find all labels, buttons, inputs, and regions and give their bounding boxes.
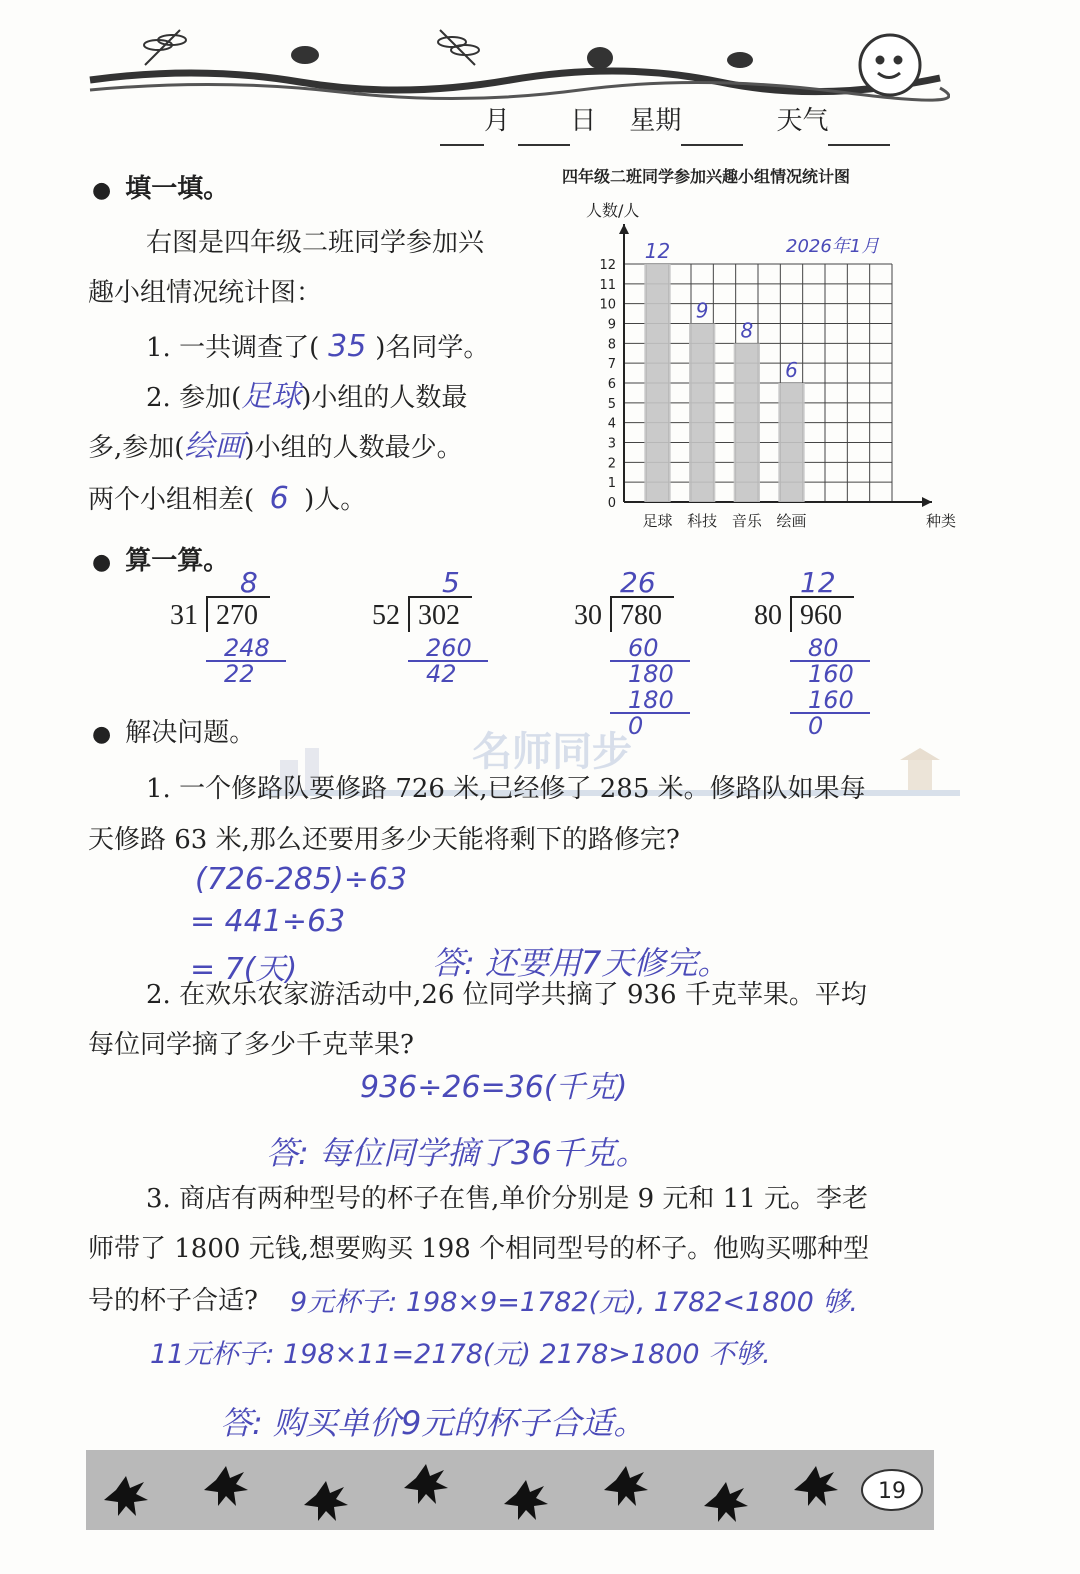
problem-3-line-2: 师带了 1800 元钱,想要购买 198 个相同型号的杯子。他购买哪种型 [88,1234,870,1264]
division-step[interactable]: 22 [224,660,255,688]
division-line [790,712,870,714]
chart-y-tick: 1 [607,476,616,492]
header-decoration [80,10,950,110]
chart-bar-足球 [644,264,670,502]
quotient[interactable]: 5 [442,566,460,599]
chart-y-axis-label: 人数/人 [586,201,640,220]
p3-answer[interactable]: 答: 购买单价9元的杯子合适。 [220,1404,646,1442]
division-step[interactable]: 160 [808,660,854,688]
division-step[interactable]: 0 [808,712,824,740]
divisor: 30 [574,600,602,631]
bee-icon [727,52,753,68]
q2-answer-c[interactable]: 6 [269,481,289,516]
q2-line3-prefix: 两个小组相差( [88,485,255,515]
q2-answer-a[interactable]: 足球 [241,379,302,414]
q1-answer[interactable]: 35 [328,329,367,364]
division-step[interactable]: 0 [628,712,644,740]
section-solve-title: ● 解决问题。 [92,712,255,749]
chart-value-label: 8 [740,318,754,343]
problem-1-line-2: 天修路 63 米,那么还要用多少天能将剩下的路修完? [88,825,680,855]
p3-work-1[interactable]: 9元杯子: 198×9=1782(元), 1782<1800 够. [290,1287,858,1318]
division-step[interactable]: 60 [628,634,659,662]
watermark-text: 名师同步 [472,729,632,775]
q2-line3-suffix: )人。 [304,485,367,515]
p1-work-2[interactable]: = 441÷63 [190,904,346,939]
sun-icon [860,35,920,95]
quotient[interactable]: 26 [620,566,656,599]
dividend: 302 [418,600,460,631]
division-step[interactable]: 248 [224,634,270,662]
question-2-line-2 [88,422,463,473]
chart-y-tick: 7 [607,357,616,373]
chart-y-tick: 11 [599,277,616,293]
quotient[interactable]: 8 [240,566,258,599]
chart-date-note: 2026年1月 [786,236,880,257]
p2-work[interactable]: 936÷26=36(千克) [360,1070,628,1105]
problem-1-line-1: 1. 一个修路队要修路 726 米,已经修了 285 米。修路队如果每 [146,774,866,804]
chart-y-tick: 10 [599,297,616,313]
footer-leaf-banner [86,1450,934,1530]
question-2-line-3 [88,474,366,525]
chart-value-label: 6 [785,358,798,382]
chart-category-label: 足球 [642,512,673,530]
day-blank[interactable] [518,118,570,146]
beetle-icon [587,47,613,69]
chart-category-label: 音乐 [731,512,762,530]
chart-y-tick: 0 [607,496,616,511]
weather-blank[interactable] [828,118,890,146]
chart-y-tick: 3 [607,436,616,452]
chart-bar-绘画 [778,383,804,502]
section-calc-title: ● 算一算。 [92,540,229,577]
intro-line-1: 右图是四年级二班同学参加兴 [146,228,485,258]
q2-answer-b[interactable]: 绘画 [184,429,245,464]
page-number: 19 [878,1479,906,1504]
division-step[interactable]: 42 [426,660,457,688]
problem-2-line-2: 每位同学摘了多少千克苹果? [88,1030,414,1060]
divisor: 52 [372,600,400,631]
chart-y-tick: 2 [607,456,616,472]
chart-y-tick: 9 [607,317,616,333]
problem-3-line-3: 号的杯子合适? [88,1286,258,1316]
p1-work-3[interactable]: = 7(天) [190,952,298,987]
chart-value-label: 12 [644,239,671,263]
problem-3-line-1: 3. 商店有两种型号的杯子在售,单价分别是 9 元和 11 元。李老 [146,1184,869,1214]
dragonfly-icon [438,30,479,65]
chart-value-label: 9 [695,298,709,323]
divisor: 80 [754,600,782,631]
q2-line2-suffix: )小组的人数最少。 [244,433,463,463]
division-step[interactable]: 80 [808,634,839,662]
chart-category-label: 科技 [687,512,718,530]
chart-bar-科技 [689,324,715,503]
p1-work-1[interactable]: (726-285)÷63 [195,862,408,897]
division-step[interactable]: 180 [628,660,674,688]
q2-line2-prefix: 多,参加( [88,433,185,463]
chart-x-axis-arrow [922,497,932,507]
q2-mid: )小组的人数最 [301,383,468,413]
chart-y-tick: 8 [607,337,616,353]
chart-y-tick: 5 [607,396,616,412]
section-fill-title: ● 填一填。 [92,168,229,205]
division-line [610,712,690,714]
intro-line-2: 趣小组情况统计图： [88,278,323,308]
dividend: 270 [216,600,258,631]
chart-category-label: 绘画 [776,512,807,530]
weekday-blank[interactable] [681,118,743,146]
chart-y-tick: 4 [607,416,616,432]
date-line [440,96,890,146]
division-step[interactable]: 260 [426,634,472,662]
weather-label: 天气 [776,106,829,136]
question-1 [146,322,489,373]
dragonfly-icon [144,30,186,65]
p1-answer[interactable]: 答: 还要用7天修完。 [432,944,730,982]
division-step[interactable]: 160 [808,686,854,714]
question-2 [146,372,467,423]
quotient[interactable]: 12 [800,566,836,599]
chart-bar-音乐 [734,343,760,502]
chart-title: 四年级二班同学参加兴趣小组情况统计图 [562,167,851,186]
p2-answer[interactable]: 答: 每位同学摘了36千克。 [266,1134,648,1172]
dividend: 960 [800,600,842,631]
q1-suffix: )名同学。 [375,333,490,363]
month-label: 月 [484,106,511,136]
bee-icon [291,46,319,64]
weekday-label: 星期 [629,106,682,136]
division-step[interactable]: 180 [628,686,674,714]
problem-2-line-1: 2. 在欢乐农家游活动中,26 位同学共摘了 936 千克苹果。平均 [146,980,867,1010]
dividend: 780 [620,600,662,631]
chart-y-tick: 6 [607,377,616,392]
divisor: 31 [170,600,198,631]
bar-chart [560,160,960,540]
chart-x-axis-label: 种类 [926,512,957,530]
month-blank[interactable] [440,118,484,146]
p3-work-2[interactable]: 11元杯子: 198×11=2178(元) 2178>1800 不够. [150,1339,771,1370]
chart-y-tick: 12 [599,258,616,273]
q1-prefix: 1. 一共调查了( [146,333,320,363]
q2-prefix: 2. 参加( [146,383,242,413]
day-label: 日 [570,106,597,136]
long-division-problem [754,566,914,756]
chart-y-axis-arrow [619,224,629,234]
